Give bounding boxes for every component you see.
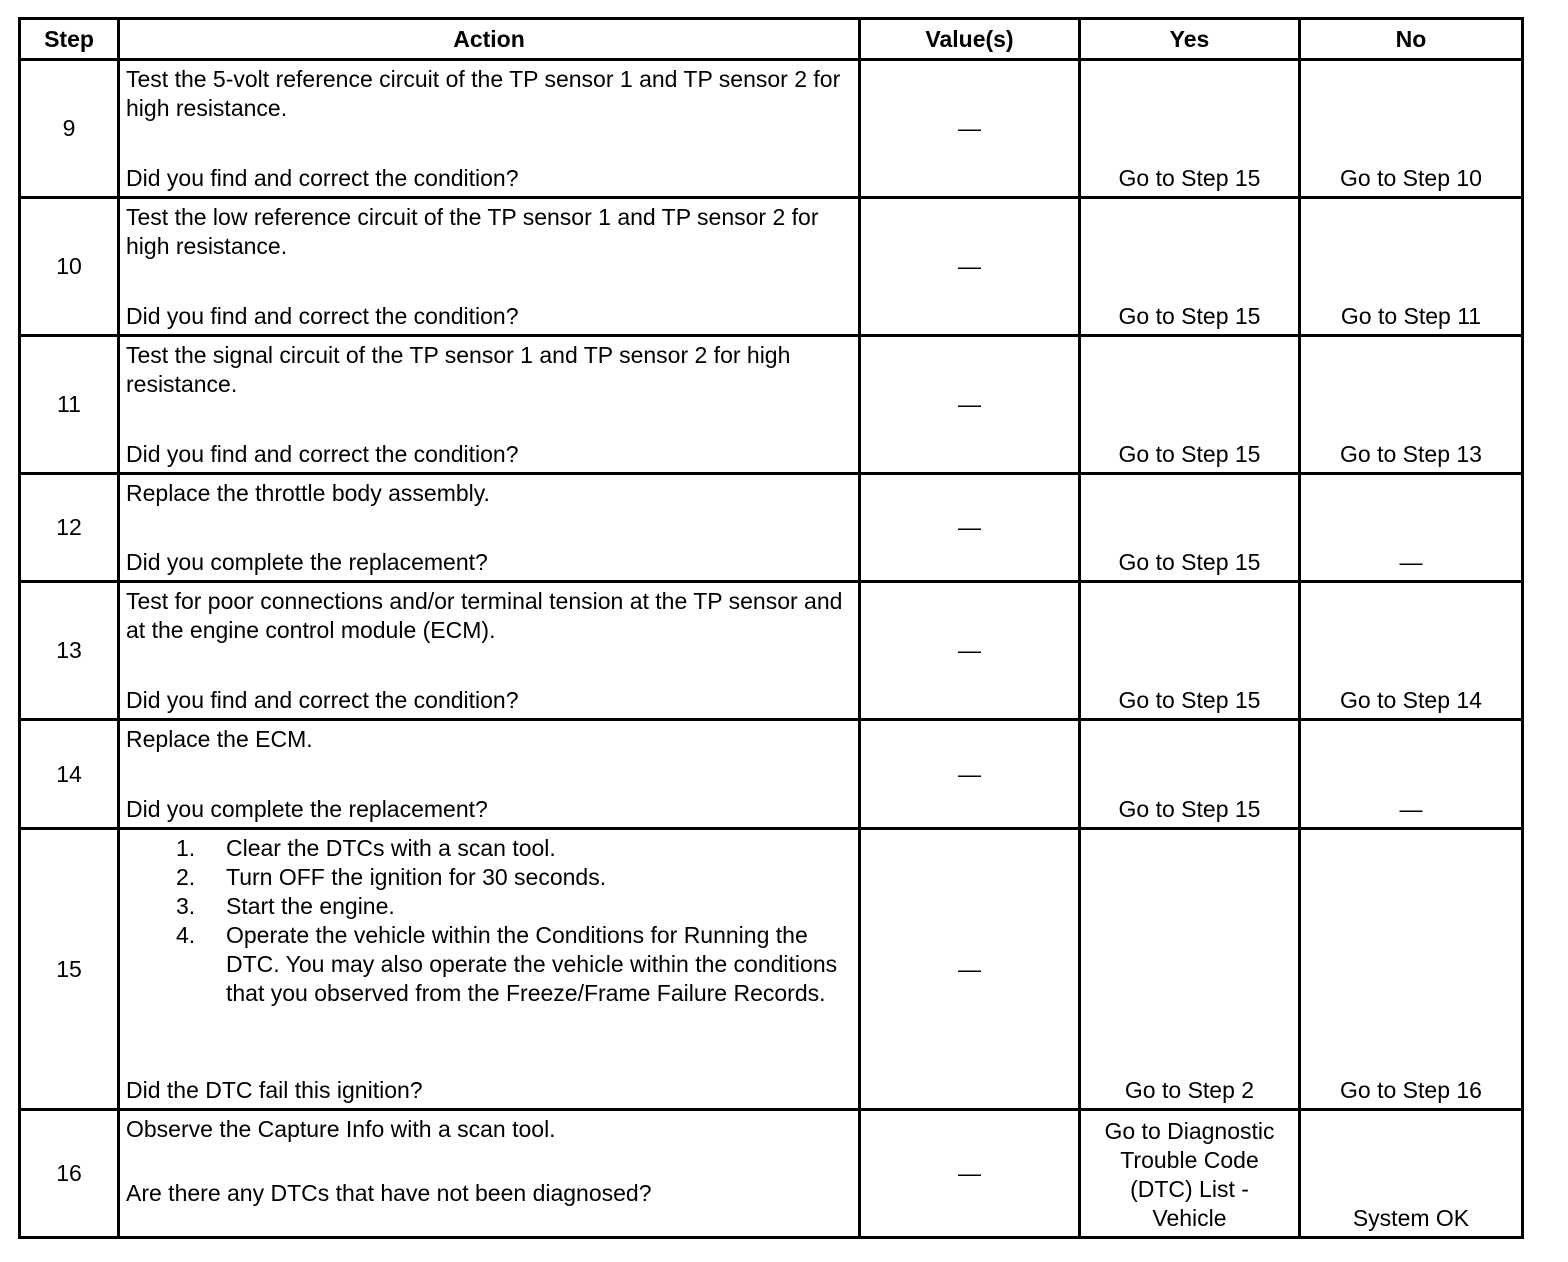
yes-cell: Go to Diagnostic Trouble Code (DTC) List - Vehicle bbox=[1080, 1110, 1300, 1238]
list-item bbox=[176, 863, 852, 892]
no-cell: — bbox=[1300, 720, 1523, 829]
no-cell: System OK bbox=[1300, 1110, 1523, 1238]
action-question: Did you complete the replacement? bbox=[126, 549, 488, 575]
step-number: 9 bbox=[20, 60, 119, 198]
value-cell: — bbox=[860, 582, 1080, 720]
yes-cell: Go to Step 15 bbox=[1080, 60, 1300, 198]
value-cell: — bbox=[860, 474, 1080, 582]
action-question: Are there any DTCs that have not been diagnosed? bbox=[126, 1180, 652, 1206]
header-step: Step bbox=[20, 19, 119, 60]
value-cell: — bbox=[860, 720, 1080, 829]
table-row bbox=[20, 336, 1523, 474]
diagnostic-table bbox=[18, 17, 1524, 1239]
action-instruction: Observe the Capture Info with a scan tool. bbox=[126, 1116, 556, 1142]
header-no: No bbox=[1300, 19, 1523, 60]
yes-cell: Go to Step 15 bbox=[1080, 198, 1300, 336]
action-instruction: Replace the ECM. bbox=[126, 726, 313, 752]
yes-cell: Go to Step 15 bbox=[1080, 336, 1300, 474]
table-row bbox=[20, 198, 1523, 336]
value-cell: — bbox=[860, 336, 1080, 474]
yes-cell: Go to Step 15 bbox=[1080, 474, 1300, 582]
list-text: Clear the DTCs with a scan tool. bbox=[226, 835, 556, 861]
list-number: 1. bbox=[176, 835, 196, 861]
no-cell: Go to Step 11 bbox=[1300, 198, 1523, 336]
yes-cell: Go to Step 15 bbox=[1080, 582, 1300, 720]
yes-cell: Go to Step 15 bbox=[1080, 720, 1300, 829]
list-item bbox=[176, 921, 852, 1008]
action-cell bbox=[119, 829, 860, 1110]
value-cell: — bbox=[860, 198, 1080, 336]
table-row bbox=[20, 474, 1523, 582]
action-cell bbox=[119, 60, 860, 198]
no-cell: Go to Step 16 bbox=[1300, 829, 1523, 1110]
list-number: 4. bbox=[176, 922, 196, 948]
step-number: 12 bbox=[20, 474, 119, 582]
table-row bbox=[20, 582, 1523, 720]
action-cell bbox=[119, 720, 860, 829]
no-cell: — bbox=[1300, 474, 1523, 582]
action-question: Did you complete the replacement? bbox=[126, 796, 488, 822]
list-number: 3. bbox=[176, 893, 196, 919]
table-row bbox=[20, 829, 1523, 1110]
step-number: 13 bbox=[20, 582, 119, 720]
step-number: 11 bbox=[20, 336, 119, 474]
step-number: 14 bbox=[20, 720, 119, 829]
action-cell bbox=[119, 1110, 860, 1238]
action-cell bbox=[119, 336, 860, 474]
action-cell bbox=[119, 582, 860, 720]
header-values: Value(s) bbox=[860, 19, 1080, 60]
action-question: Did you find and correct the condition? bbox=[126, 687, 519, 713]
action-question: Did you find and correct the condition? bbox=[126, 165, 519, 191]
table-row bbox=[20, 60, 1523, 198]
action-question: Did you find and correct the condition? bbox=[126, 303, 519, 329]
list-number: 2. bbox=[176, 864, 196, 890]
step-number: 15 bbox=[20, 829, 119, 1110]
step-number: 10 bbox=[20, 198, 119, 336]
yes-cell: Go to Step 2 bbox=[1080, 829, 1300, 1110]
action-cell bbox=[119, 198, 860, 336]
action-instruction: Test the low reference circuit of the TP sensor 1 and TP sensor 2 for high resistance. bbox=[126, 204, 819, 259]
action-instruction: Test the 5-volt reference circuit of the TP sensor 1 and TP sensor 2 for high resistance. bbox=[126, 66, 841, 121]
action-cell bbox=[119, 474, 860, 582]
no-cell: Go to Step 10 bbox=[1300, 60, 1523, 198]
header-row bbox=[20, 19, 1523, 60]
action-instruction: Test the signal circuit of the TP sensor 1 and TP sensor 2 for high resistance. bbox=[126, 342, 791, 397]
action-question: Did the DTC fail this ignition? bbox=[126, 1077, 423, 1103]
table-row bbox=[20, 720, 1523, 829]
header-action: Action bbox=[119, 19, 860, 60]
no-cell: Go to Step 14 bbox=[1300, 582, 1523, 720]
action-instruction: Test for poor connections and/or terminal tension at the TP sensor and at the engine control module (ECM). bbox=[126, 588, 843, 643]
list-text: Operate the vehicle within the Conditions for Running the DTC. You may also operate the vehicle within the conditions that you observed from the Freeze/Frame Failure Records. bbox=[226, 922, 838, 1006]
list-item bbox=[176, 892, 852, 921]
value-cell: — bbox=[860, 1110, 1080, 1238]
value-cell: — bbox=[860, 829, 1080, 1110]
list-item bbox=[176, 834, 852, 863]
list-text: Start the engine. bbox=[226, 893, 395, 919]
procedure-list bbox=[126, 834, 852, 1008]
action-instruction: Replace the throttle body assembly. bbox=[126, 480, 490, 506]
step-number: 16 bbox=[20, 1110, 119, 1238]
action-question: Did you find and correct the condition? bbox=[126, 441, 519, 467]
header-yes: Yes bbox=[1080, 19, 1300, 60]
list-text: Turn OFF the ignition for 30 seconds. bbox=[226, 864, 607, 890]
table-row bbox=[20, 1110, 1523, 1238]
value-cell: — bbox=[860, 60, 1080, 198]
no-cell: Go to Step 13 bbox=[1300, 336, 1523, 474]
